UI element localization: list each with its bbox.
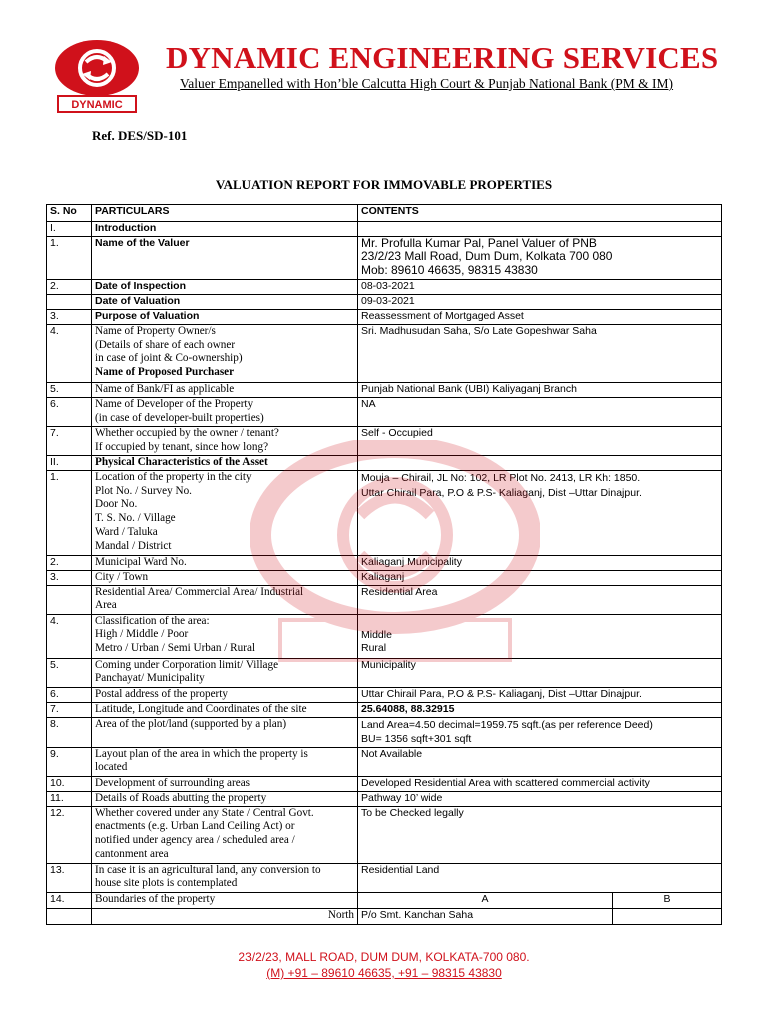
- company-name: DYNAMIC ENGINEERING SERVICES: [166, 40, 719, 75]
- header-particulars: PARTICULARS: [92, 205, 358, 222]
- header-contents: CONTENTS: [358, 205, 722, 222]
- table-row: 14. Boundaries of the property A B: [47, 892, 722, 908]
- section-intro: I. Introduction: [47, 222, 722, 237]
- table-row: 4. Classification of the area: High / Middle / Poor Metro / Urban / Semi Urban / Rural Middle Rural: [47, 614, 722, 658]
- table-row: 13. In case it is an agricultural land, any conversion to house site plots is contemplated Residential Land: [47, 863, 722, 892]
- company-subtitle: Valuer Empanelled with Hon’ble Calcutta High Court & Punjab National Bank (PM & IM): [180, 76, 674, 91]
- company-logo: [52, 38, 142, 114]
- north-boundary-b: [613, 909, 721, 924]
- table-row: 5. Name of Bank/FI as applicable Punjab National Bank (UBI) Kaliyaganj Branch: [47, 382, 722, 397]
- table-row: 12. Whether covered under any State / Central Govt. enactments (e.g. Urban Land Ceiling Act) or notified under agency area / scheduled area / cantonment area To be Checked legally: [47, 806, 722, 863]
- table-row: 11. Details of Roads abutting the property Pathway 10’ wide: [47, 791, 722, 806]
- table-row: 4. Name of Property Owner/s (Details of share of each owner in case of joint & Co-ownership) Name of Proposed Purchaser Sri. Madhusudan Saha, S/o Late Gopeshwar Saha: [47, 324, 722, 382]
- table-row: 6. Postal address of the property Uttar Chirail Para, P.O & P.S- Kaliaganj, Dist –Uttar Dinajpur.: [47, 687, 722, 702]
- reference-number: Ref. DES/SD-101: [92, 128, 188, 143]
- table-row: 10. Development of surrounding areas Developed Residential Area with scattered commercial activity: [47, 776, 722, 791]
- section-physical: II. Physical Characteristics of the Asset: [47, 455, 722, 470]
- table-row: Date of Valuation 09-03-2021: [47, 294, 722, 309]
- header-sno: S. No: [47, 205, 92, 222]
- logo-text: DYNAMIC: [71, 99, 123, 111]
- table-row: 1. Name of the Valuer Mr. Profulla Kumar Pal, Panel Valuer of PNB 23/2/23 Mall Road, Dum Dum, Kolkata 700 080 Mob: 89610 46635, 98315 43830: [47, 236, 722, 279]
- table-row: 8. Area of the plot/land (supported by a plan) Land Area=4.50 decimal=1959.75 sqft.(as per reference Deed) BU= 1356 sqft+301 sqft: [47, 717, 722, 747]
- table-row: 2. Date of Inspection 08-03-2021: [47, 279, 722, 294]
- table-row: North P/o Smt. Kanchan Saha: [47, 908, 722, 924]
- boundary-col-b: B: [663, 892, 671, 905]
- footer-address: 23/2/23, MALL ROAD, DUM DUM, KOLKATA-700 080.: [238, 950, 530, 964]
- table-row: 6. Name of Developer of the Property (in case of developer-built properties) NA: [47, 397, 722, 426]
- table-row: 3. City / Town Kaliaganj: [47, 570, 722, 585]
- table-row: 7. Whether occupied by the owner / tenant? If occupied by tenant, since how long? Self - Occupied: [47, 426, 722, 455]
- table-row: 2. Municipal Ward No. Kaliaganj Municipality: [47, 555, 722, 570]
- table-row: 3. Purpose of Valuation Reassessment of Mortgaged Asset: [47, 309, 722, 324]
- report-title: VALUATION REPORT FOR IMMOVABLE PROPERTIES: [215, 177, 553, 192]
- table-row: 9. Layout plan of the area in which the property is located Not Available: [47, 747, 722, 776]
- table-row: Residential Area/ Commercial Area/ Industrial Area Residential Area: [47, 585, 722, 614]
- table-header-row: [47, 205, 722, 222]
- table-row: 7. Latitude, Longitude and Coordinates of the site 25.64088, 88.32915: [47, 702, 722, 717]
- valuation-table: [46, 204, 722, 925]
- table-row: 1. Location of the property in the city Plot No. / Survey No. Door No. T. S. No. / Village Ward / Taluka Mandal / District Mouja – Chirail, JL No: 102, LR Plot No. 2413, LR Kh: 1850. Uttar Chirail Para, P.O & P.S- Kaliaganj, Dist –Uttar Dinajpur.: [47, 470, 722, 555]
- table-row: 5. Coming under Corporation limit/ Village Panchayat/ Municipality Municipality: [47, 658, 722, 687]
- footer-phone: (M) +91 – 89610 46635, +91 – 98315 43830: [266, 966, 502, 980]
- north-boundary-a: P/o Smt. Kanchan Saha: [358, 909, 613, 924]
- boundary-col-a: A: [358, 893, 613, 908]
